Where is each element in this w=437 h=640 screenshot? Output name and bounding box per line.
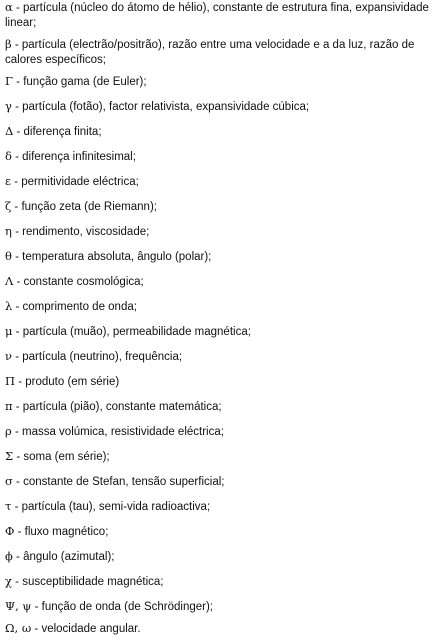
entry-symbol: Φ (5, 524, 15, 538)
entry-symbol: Σ (5, 449, 14, 463)
entry-description: - constante cosmológica; (13, 276, 144, 288)
glossary-entry (5, 174, 433, 190)
entry-description: - partícula (neutrino), frequência; (12, 351, 183, 363)
entry-symbol: Γ (5, 74, 13, 88)
glossary-entry (5, 324, 433, 340)
entry-description: - constante de Stefan, tensão superficial; (12, 476, 225, 488)
entry-description: - produto (em série) (15, 376, 120, 388)
glossary-entry (5, 0, 433, 31)
glossary-entry (5, 74, 433, 90)
entry-description: - função zeta (de Riemann); (11, 201, 157, 213)
entry-description: - ângulo (azimutal); (12, 551, 115, 563)
entry-symbol: γ (5, 99, 12, 113)
entry-description: - partícula (muão), permeabilidade magnética; (12, 326, 251, 338)
entry-symbol: π (5, 399, 13, 413)
entry-symbol: Λ (5, 274, 14, 288)
glossary-entry (5, 549, 433, 565)
glossary-entry (5, 599, 433, 615)
entry-description: - diferença finita; (13, 126, 102, 138)
glossary-entry (5, 224, 433, 240)
entry-description: - partícula (fotão), factor relativista, expansividade cúbica; (11, 101, 310, 113)
entry-symbol: ρ (5, 424, 12, 438)
entry-symbol: ζ (5, 199, 12, 213)
entry-symbol: σ (5, 474, 13, 488)
glossary-entry (5, 124, 433, 140)
glossary-entry (5, 374, 433, 390)
entry-symbol: ν (5, 349, 12, 363)
glossary-entry (5, 399, 433, 415)
glossary-entry (5, 199, 433, 215)
entry-description: - fluxo magnético; (14, 526, 109, 538)
entry-description: - permitividade eléctrica; (10, 176, 139, 188)
entry-symbol: τ (5, 499, 12, 513)
entry-symbol: Π (5, 374, 16, 388)
entry-description: - temperatura absoluta, ângulo (polar); (11, 251, 212, 263)
entry-description: - velocidade angular. (31, 623, 141, 635)
glossary-entry (5, 474, 433, 490)
entry-description: - função de onda (de Schrödinger); (31, 601, 213, 613)
glossary-entry (5, 424, 433, 440)
glossary-entry (5, 499, 433, 515)
entry-symbol: χ (5, 574, 12, 588)
entry-description: - comprimento de onda; (12, 301, 137, 313)
entry-description: - rendimento, viscosidade; (11, 226, 150, 238)
entry-description: - diferença infinitesimal; (11, 151, 136, 163)
glossary-entry (5, 524, 433, 540)
glossary-entry (5, 574, 433, 590)
entry-symbol: Δ (5, 124, 14, 138)
entry-symbol: δ (5, 149, 12, 163)
entry-description: - partícula (tau), semi-vida radioactiva; (11, 501, 211, 513)
entry-symbol: λ (5, 299, 13, 313)
entry-description: - partícula (electrão/positrão), razão entre uma velocidade e a da luz, razão de calores específicos; (5, 39, 415, 66)
entry-symbol: Ψ, ψ (5, 599, 32, 613)
entry-description: - função gama (de Euler); (12, 76, 147, 88)
glossary-entry (5, 149, 433, 165)
entry-symbol: Ω, ω (5, 621, 32, 635)
entry-symbol: α (5, 0, 13, 14)
entry-symbol: ϕ (5, 549, 13, 563)
glossary-entry (5, 249, 433, 265)
glossary-entry (5, 99, 433, 115)
glossary-entry (5, 621, 433, 637)
entry-description: - soma (em série); (13, 451, 110, 463)
entry-description: - partícula (núcleo do átomo de hélio), constante de estrutura fina, expansividade linear; (5, 2, 429, 29)
glossary-entry (5, 449, 433, 465)
glossary-entry (5, 274, 433, 290)
entry-symbol: θ (5, 249, 12, 263)
entry-symbol: β (5, 37, 12, 51)
glossary-entry (5, 299, 433, 315)
glossary-entry (5, 349, 433, 365)
glossary-entry (5, 37, 433, 68)
entry-description: - susceptibilidade magnética; (11, 576, 164, 588)
entry-symbol: η (5, 224, 12, 238)
entry-description: - partícula (pião), constante matemática; (12, 401, 222, 413)
entry-symbol: μ (5, 324, 13, 338)
entry-description: - massa volúmica, resistividade eléctrica; (11, 426, 224, 438)
entry-symbol: ε (5, 174, 11, 188)
